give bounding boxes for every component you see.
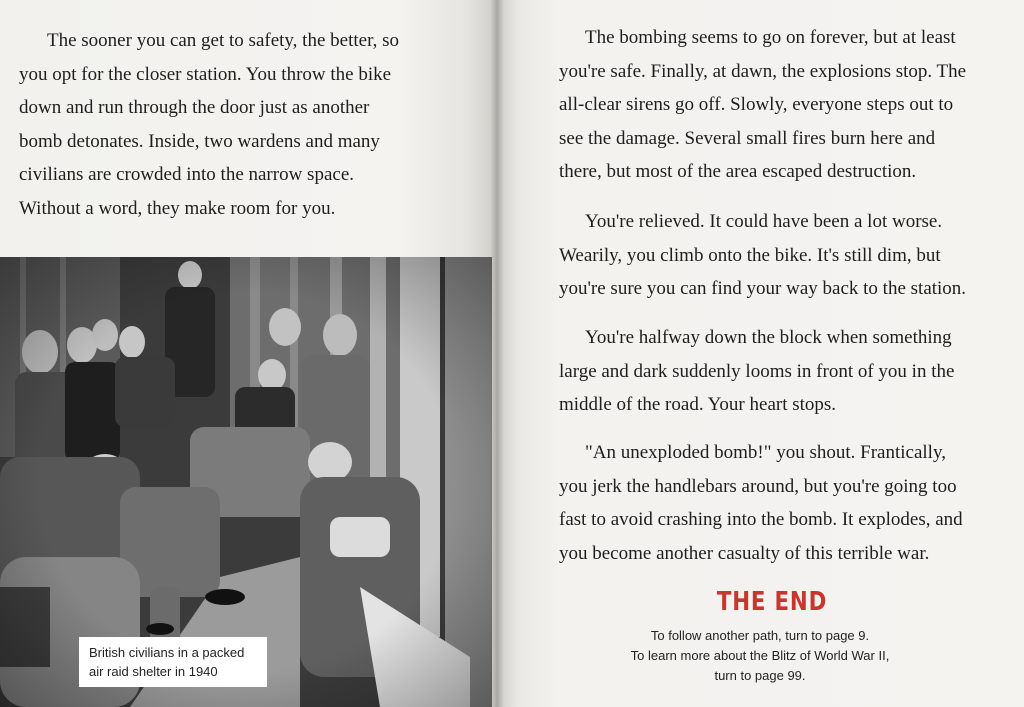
text-line: middle of the road. Your heart stops. [559,394,837,416]
text-line: Wearily, you climb onto the bike. It's still dim, but [559,244,941,266]
left-page [0,0,497,707]
text-line: Without a word, they make room for you. [19,197,336,219]
text-line: The sooner you can get to safety, the better, so [47,30,400,51]
ending-note: To follow another path, turn to page 9. [650,628,870,643]
text-line: civilians are crowded into the narrow space. [19,164,355,186]
text-line: "An unexploded bomb!" you shout. Frantically, [585,442,946,463]
right-paragraph-2 [559,205,999,306]
text-line: you're sure you can find your way back to the station. [559,278,967,300]
text-line: you become another casualty of this terrible war. [559,542,930,564]
caption-line: British civilians in a packed [89,645,245,660]
ending-notes [590,626,930,686]
text-line: you opt for the closer station. You throw the bike [19,63,392,85]
right-paragraph-1 [559,21,999,189]
ending-note: To learn more about the Blitz of World War II, [630,648,890,663]
right-paragraph-4 [559,436,999,570]
text-line: large and dark suddenly looms in front of you in the [559,360,955,382]
text-line: see the damage. Several small fires burn here and [559,127,936,149]
text-line: you jerk the handlebars around, but you're going too [559,475,957,497]
right-paragraph-3 [559,321,999,422]
left-paragraph [19,24,479,226]
text-line: You're relieved. It could have been a lot worse. [585,211,943,232]
ending-note: turn to page 99. [714,668,806,683]
text-line: The bombing seems to go on forever, but at least [585,27,956,48]
text-line: fast to avoid crashing into the bomb. It explodes, and [559,509,963,531]
text-line: bomb detonates. Inside, two wardens and many [19,130,380,152]
text-line: there, but most of the area escaped destruction. [559,161,917,183]
the-end-title: THE END [716,587,828,617]
text-line: all-clear sirens go off. Slowly, everyone steps out to [559,94,954,116]
text-line: down and run through the door just as another [19,97,370,119]
book-gutter [490,0,504,707]
caption-line: air raid shelter in 1940 [89,664,218,679]
photo-caption [79,637,267,687]
text-line: you're safe. Finally, at dawn, the explosions stop. The [559,60,967,82]
text-line: You're halfway down the block when something [585,327,952,348]
